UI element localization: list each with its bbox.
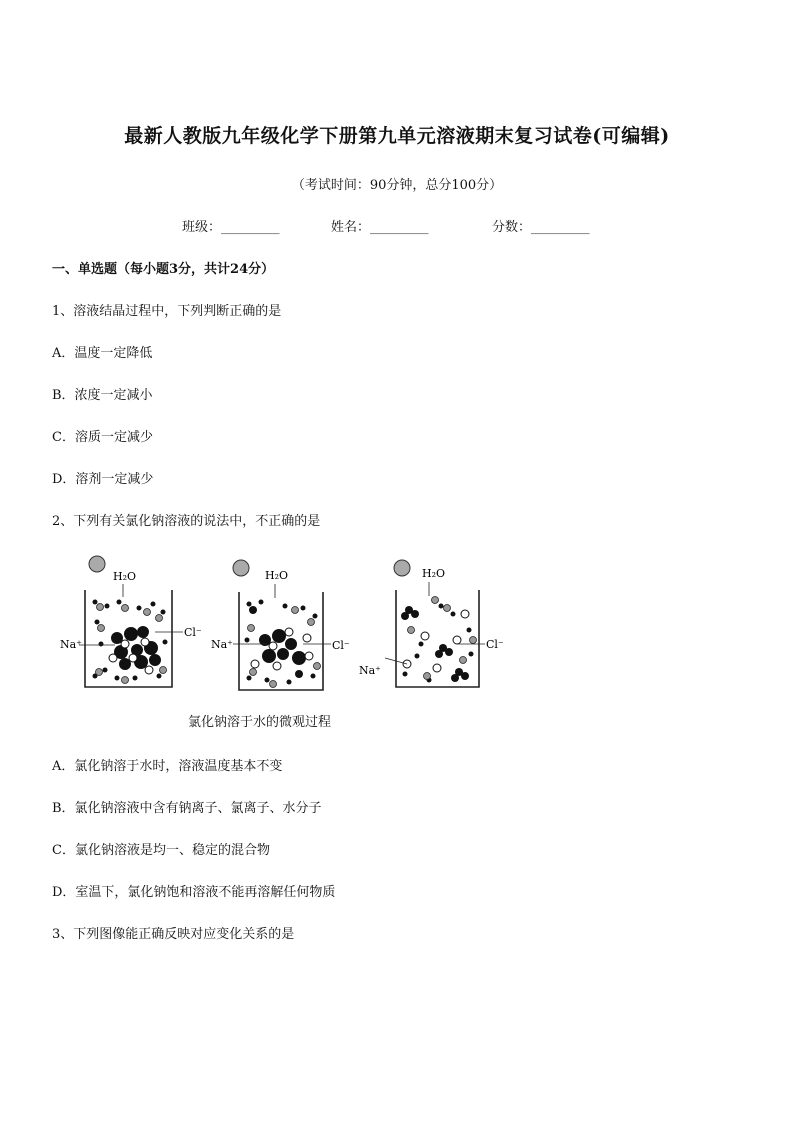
figure-caption: 氯化钠溶于水的微观过程 bbox=[188, 715, 332, 730]
score-field: 分数：_________ bbox=[492, 220, 590, 235]
nacl-dissolving-figure bbox=[55, 552, 515, 702]
question-3-stem: 3、下列图像能正确反映对应变化关系的是 bbox=[52, 927, 295, 942]
beaker-2 bbox=[211, 560, 350, 690]
class-field: 班级：_________ bbox=[182, 220, 280, 235]
water-label-3: H₂O bbox=[422, 567, 446, 580]
section-heading: 一、单选题（每小题3分，共计24分） bbox=[52, 262, 275, 277]
question-1-option-b: B．浓度一定减小 bbox=[52, 388, 153, 403]
question-2-option-d: D．室温下，氯化钠饱和溶液不能再溶解任何物质 bbox=[52, 885, 336, 900]
question-1-option-a: A．温度一定降低 bbox=[52, 346, 153, 361]
na-label-2: Na⁺ bbox=[211, 638, 233, 651]
question-1-stem: 1、溶液结晶过程中，下列判断正确的是 bbox=[52, 304, 282, 319]
question-2-option-b: B．氯化钠溶液中含有钠离子、氯离子、水分子 bbox=[52, 801, 322, 816]
beaker-1 bbox=[60, 556, 202, 687]
water-label-1: H₂O bbox=[113, 570, 137, 583]
question-2-option-c: C．氯化钠溶液是均一、稳定的混合物 bbox=[52, 843, 270, 858]
question-2-stem: 2、下列有关氯化钠溶液的说法中，不正确的是 bbox=[52, 514, 321, 529]
question-2-option-a: A．氯化钠溶于水时，溶液温度基本不变 bbox=[52, 759, 283, 774]
cl-label-1: Cl⁻ bbox=[184, 626, 202, 639]
name-field: 姓名：_________ bbox=[331, 220, 429, 235]
cl-label-3: Cl⁻ bbox=[486, 638, 504, 651]
na-label-3: Na⁺ bbox=[359, 664, 381, 677]
cl-label-2: Cl⁻ bbox=[332, 639, 350, 652]
exam-subtitle: （考试时间：90分钟，总分100分） bbox=[291, 178, 503, 193]
beaker-3 bbox=[359, 560, 504, 687]
water-label-2: H₂O bbox=[265, 569, 289, 582]
question-1-option-c: C．溶质一定减少 bbox=[52, 430, 153, 445]
na-label-1: Na⁺ bbox=[60, 638, 82, 651]
question-1-option-d: D．溶剂一定减少 bbox=[52, 472, 154, 487]
exam-title: 最新人教版九年级化学下册第九单元溶液期末复习试卷(可编辑) bbox=[124, 125, 670, 147]
